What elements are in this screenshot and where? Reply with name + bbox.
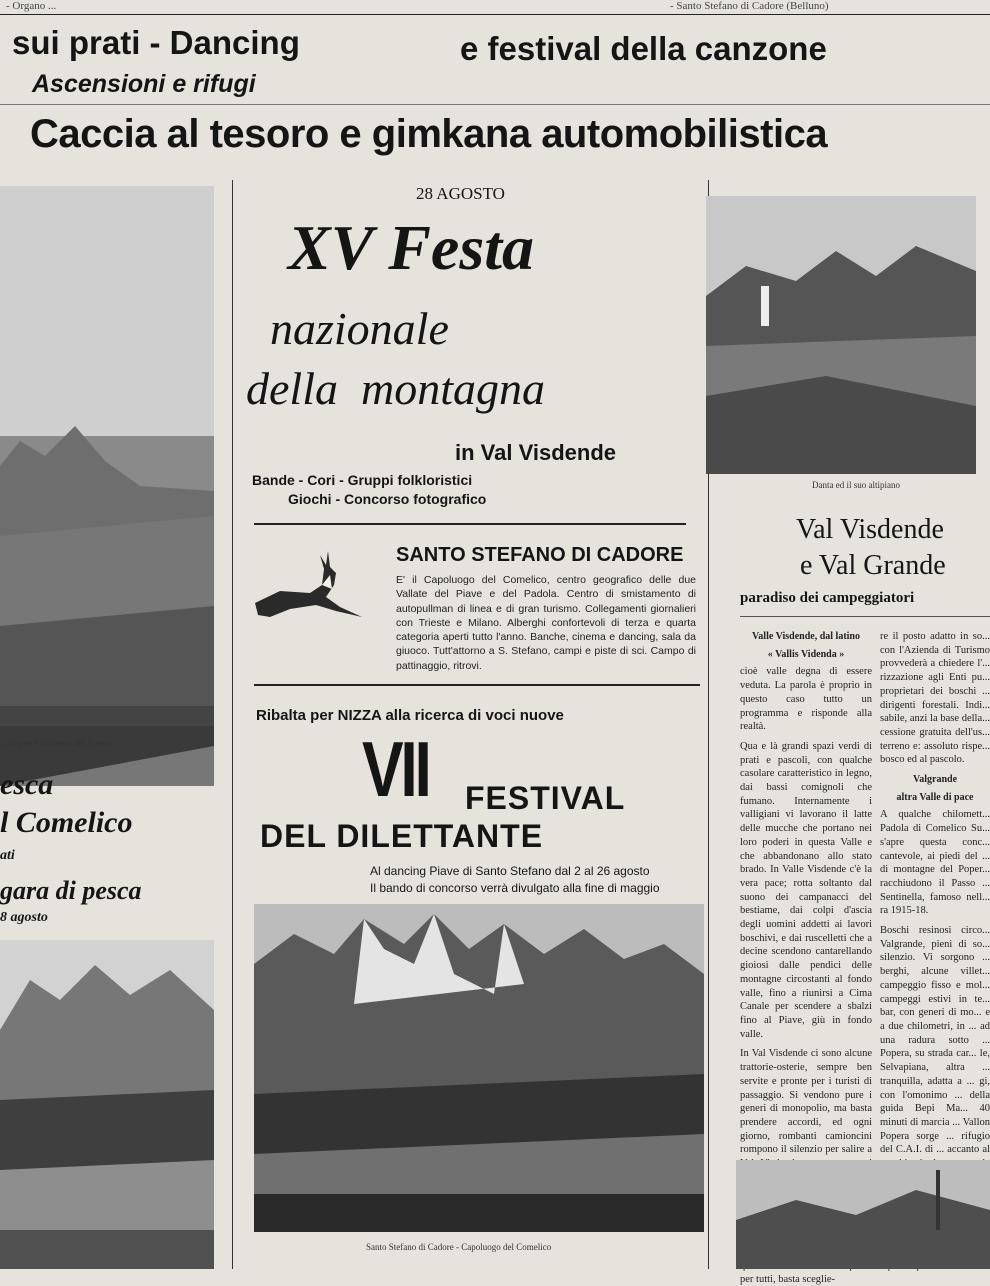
festa-title-nazionale: nazionale (270, 303, 449, 354)
masthead (0, 0, 990, 14)
festa-title-montagna: della montagna (246, 363, 545, 414)
festa-title-xv: XV Festa (288, 212, 534, 283)
festa-rule (254, 523, 686, 525)
col1-paragraph1: cioè valle degna di essere veduta. La parola è proprio in questo caso tutto un programma e risponde alla realtà. (740, 666, 872, 733)
festa-sub2: Giochi - Concorso fotografico (288, 491, 487, 507)
visdende-subtitle: paradiso dei campeggiatori (740, 590, 915, 606)
masthead-rule (0, 14, 990, 15)
festa-sub1: Bande - Cori - Gruppi folkloristici (252, 472, 473, 488)
photo-mountain-village-left (0, 186, 214, 726)
visdende-rule (740, 616, 990, 617)
col2-paragraph1: re il posto adatto in so... con l'Azienda di Turismo provvederà a chiedere l'... rizzazione agli Enti pu... proprietari dei boschi ... dirigenti forestali. Indi... sabile, anzi la base della... cessione gratuita dell'us... terreno e: assoluto rispe... bosco ed al pascolo. (880, 631, 990, 766)
headline-festival-canzone: e festival della canzone (460, 30, 827, 67)
photo-danta (706, 196, 976, 474)
col1-heading1: Valle Visdende, dal latino (752, 631, 860, 642)
caption-santo-stefano: Santo Stefano di Cadore - Capoluogo del Comelico (366, 1242, 552, 1252)
festival-line2: DEL DILETTANTE (260, 818, 544, 854)
deer-illustration (250, 545, 365, 630)
caption-danta: Danta ed il suo altipiano (812, 480, 900, 490)
headline-caccia: Caccia al tesoro e gimkana automobilistica (30, 112, 828, 156)
col2-paragraph2: A qualche chilomett... Padola di Comelico Su... s'apre questa conc... cantevole, ai piedi del ... di montagne del Poper... racchiudono il Passo ... Sentinella, famoso nell... ra 1915-18. (880, 809, 990, 917)
festival-info2: Il bando di concorso verrà divulgato alla fine di maggio (370, 881, 660, 895)
visdende-column2 (880, 630, 990, 1156)
pesca-line5: 8 agosto (0, 910, 48, 925)
headline-ascensioni: Ascensioni e rifugi (32, 70, 256, 98)
masthead-right: - Santo Stefano di Cadore (Belluno) (670, 0, 829, 12)
santo-rule (254, 684, 700, 686)
headline-dancing: sui prati - Dancing (12, 24, 300, 61)
visdende-column1 (740, 630, 872, 1285)
headline-rule (0, 104, 990, 105)
festa-place: in Val Visdende (455, 440, 616, 465)
festival-line1: FESTIVAL (465, 780, 626, 816)
pesca-line3: ati (0, 848, 15, 863)
festival-roman: VII (362, 725, 429, 813)
col2-heading2: altra Valle di pace (896, 791, 974, 803)
col1-paragraph2: Qua e là grandi spazi verdi di prati e pascoli, con qualche casolare caratteristico in legno, dai bassi comignoli che fumano. Internamente i valligiani vi lavorano il latte delle mucche che portano nei loro poderi in questa Valle e che abbandonano allo stato brado. In Valle Visdende c'è la vera pace; rotta soltanto dal suono dei campanacci del bestiame, dai colpi d'ascia degli uomini addetti ai lavori boschivi, e dai ruscelletti che a decine scendono cantarellando gioiosi dalle pendici delle montagne circostanti al fondo valle, fino a riunirsi a Cima Canale per scendere a sbalzi fino al Piave, giù in fondo valle. (740, 740, 872, 1040)
photo-santo-stefano (254, 904, 704, 1232)
pesca-line4: gara di pesca (0, 876, 142, 905)
masthead-left: - Organo ... (6, 0, 57, 12)
visdende-title2: e Val Grande (800, 550, 946, 581)
pesca-line2: l Comelico (0, 806, 133, 839)
photo-bottom-right (736, 1160, 990, 1269)
col1-paragraph4: per tutti, basta sceglie- (740, 1273, 836, 1285)
photo-popera-left (0, 940, 214, 1269)
visdende-title1: Val Visdende (796, 514, 944, 545)
col1-paragraph3: In Val Visdende ci sono alcune trattorie-osterie, sempre ben servite e pronte per i turisti di passaggio. Si vendono pure i generi di monopolio, ma basta prendere accordi, ed ogni giorno, rombanti camioncini rompono il silenzio per salire a (740, 1048, 872, 1156)
caption-left-photo: ...zzagno e la catena del Popera (0, 738, 113, 748)
festival-info1: Al dancing Piave di Santo Stefano dal 2 al 26 agosto (370, 864, 650, 878)
col2-paragraph3: Boschi resinosi circo... Valgrande, pieni di so... silenzio. Vi sorgono ... berghi, alcune villet... campeggio fisso e mol... campeggi estivi in te... bar, con generi di mo... e a due chilometri, in ... ad una radura sotto ... Popera, su strada car... le, Selvapiana, altra ... tranquilla, adatta a ... gi, con l'omonimo ... della guida Bepi Ma... 40 minuti di marcia ... Vallon Popera sorge ... rifugio del C.A.I. di ... accanto al (880, 925, 990, 1156)
santo-heading: SANTO STEFANO DI CADORE (396, 544, 684, 566)
col1-heading2: « Vallis Videnda » (767, 648, 845, 660)
col2-heading1: Valgrande (912, 774, 958, 786)
pesca-line1: esca (0, 768, 54, 801)
santo-body: E' il Capoluogo del Comelico, centro geografico delle due Vallate del Piave e del Padola. Centro di smistamento di autopullman di linea e di gran turismo. Collegamenti giornalieri con Trieste e Milano. Alberghi confortevoli di terza e quarta categoria aperti tutto l'anno. Banche, cinema e dancing, sala da giuoco. Tutt'attorno a S. Stefano, campi e piste di sci. Campo di pattinaggio, ritrovi. (396, 574, 696, 672)
festa-date: 28 AGOSTO (416, 184, 505, 203)
festival-ribalta: Ribalta per NIZZA alla ricerca di voci nuove (256, 707, 564, 724)
column-rule-left (232, 180, 233, 1269)
